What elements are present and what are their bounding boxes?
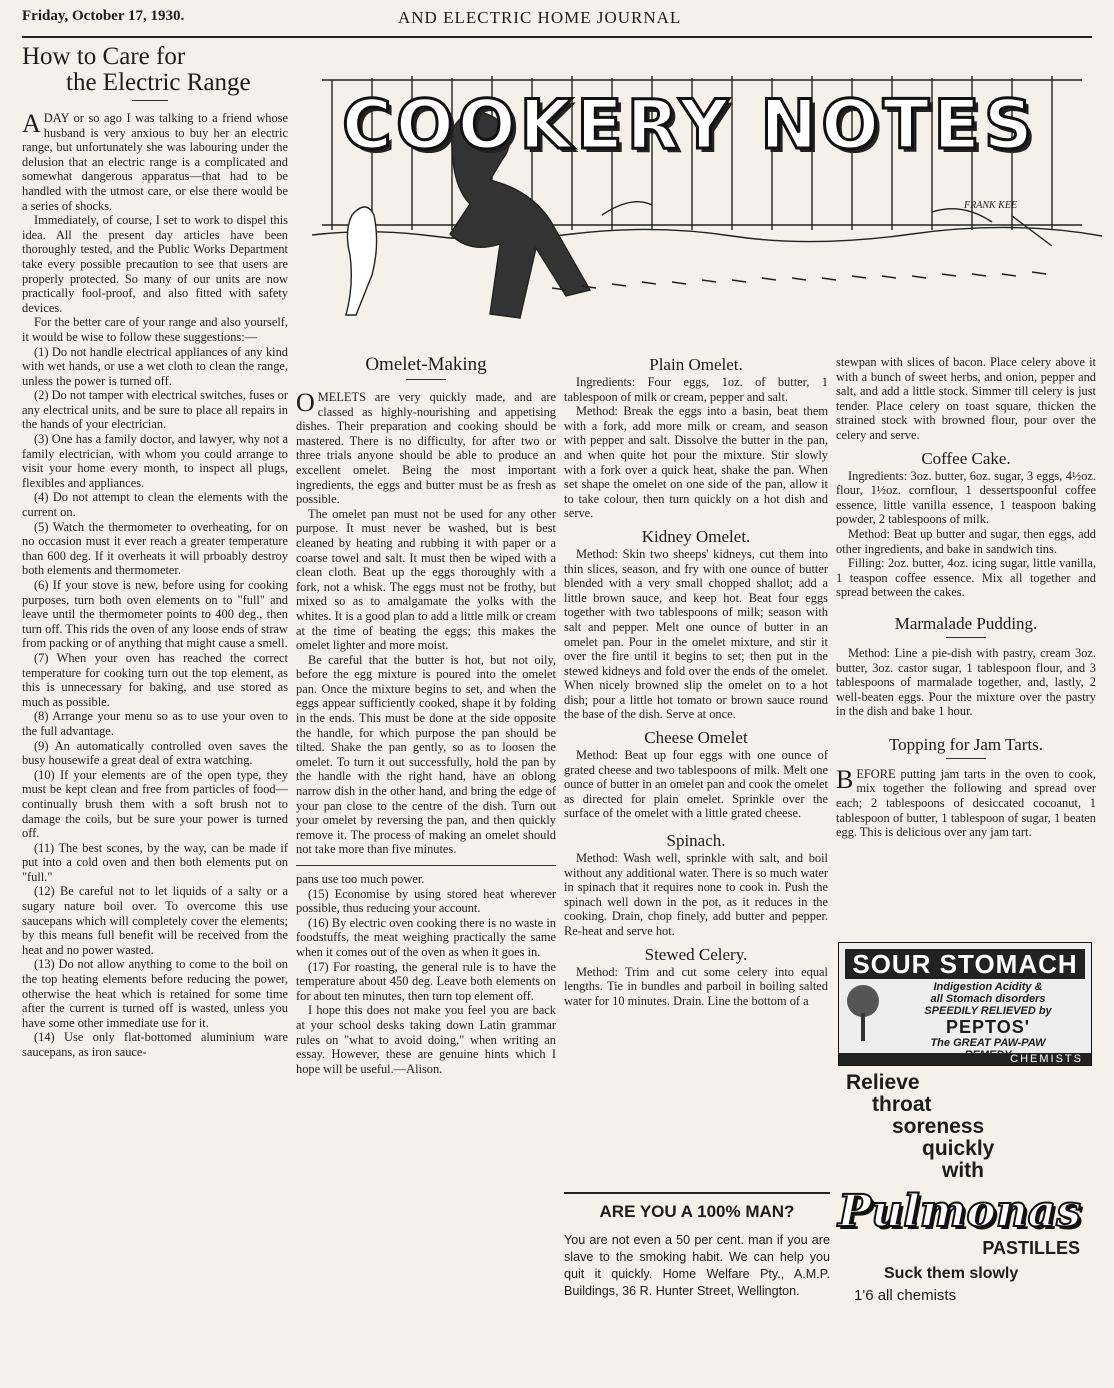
stewed-celery-method: Method: Trim and cut some celery into equal lengths. Tie in bundles and parboil in boiling salted water for 10 minutes. Drain. Line the bottom of a [564, 964, 828, 1008]
coffee-cake-filling: Filling: 2oz. butter, 4oz. icing sugar, little vanilla, 1 teaspon coffee essence. Mix all together and spread between the cakes. [836, 556, 1096, 600]
stewed-celery-cont: stewpan with slices of bacon. Place celery above it with a bunch of sweet herbs, and onion, pepper and salt, and add a little stock. Simmer till celery is just tender. Place celery on toast square, thicken the strained stock with browned flour, pour over the celery and serve. [836, 355, 1096, 442]
range-intro [22, 111, 288, 213]
range-intro-text: DAY or so ago I was talking to a friend whose husband is very anxious to buy her an electric range, but unfortunately she was labouring under the delusion that an electric range is a complicated and somewhat dangerous apparatus—that had to be handled with the utmost care, or else there would be a series of shocks. [22, 111, 288, 213]
peptos-tag1: The GREAT PAW-PAW [930, 1037, 1046, 1049]
pulmonas-line5: with [942, 1159, 984, 1182]
peptos-footer: CHEMISTS [839, 1053, 1091, 1065]
sour-stomach-title: SOUR STOMACH [845, 949, 1085, 979]
stewed-celery-title: Stewed Celery. [644, 944, 748, 964]
omelet-intro-text: MELETS are very quickly made, and are classed as highly-nourishing and appetising dishes. Their preparation and cooking should be mastered. There is no difficulty, for after two or three trials anyone should be able to produce an excellent omelet. Being the most important ingredients, the eggs and butter must be as fresh as possible. [296, 390, 556, 507]
artist-signature: FRANK KEE [964, 200, 1018, 211]
pulmonas-sub: PASTILLES [982, 1238, 1080, 1258]
marmalade-pudding-title: Marmalade Pudding. [894, 613, 1038, 633]
peptos-line2: all Stomach disorders [930, 993, 1046, 1005]
range-para-2: Immediately, of course, I set to work to dispel this idea. All the present day articles have been thoroughly tested, and the Public Works Department take every possible precaution to see that users are properly protected. So many of our units are now practically fool-proof, and also fitted with safety devices. [22, 213, 288, 315]
range-tip: (11) The best scones, by the way, can be made if put into a cold oven and then both elements put on "full." [22, 840, 288, 884]
plain-omelet-ingredients: Ingredients: Four eggs, 1oz. of butter, 1 tablespoon of milk or cream, pepper and salt. [564, 375, 828, 404]
paw-paw-tree-icon [845, 983, 881, 1043]
spinach-method: Method: Wash well, sprinkle with salt, and boil without any additional water. There is so much water in spinach that it requires none to cook in. Push the spinach well down in the pot, as it reduces in the cooking. Drain, chop finely, add butter and pepper. Re-heat and serve hot. [564, 851, 828, 938]
pulmonas-line1: Relieve [846, 1071, 920, 1094]
range-tip: (6) If your stove is new, before using for cooking purposes, turn both oven elements on to "full" and leave until the thermometer points to 400 deg., then turn off. This rids the oven of any loose ends of straw from packing or of anything that might cause a smell. [22, 578, 288, 651]
range-tip: (12) Be careful not to let liquids of a salty or a sugary nature boil over. To overcome this use saucepans which will completely cover the elements; by this means full benefit will be received from the heat and no power wasted. [22, 884, 288, 957]
omelet-intro [296, 390, 556, 507]
coffee-cake-method: Method: Beat up butter and sugar, then eggs, add other ingredients, and bake in sandwich tins. [836, 526, 1096, 556]
omelet-drop-letter: O [296, 388, 315, 417]
column-divider [296, 865, 556, 866]
range-cont: I hope this does not make you feel you are back at your school desks taking down Latin grammar rules on "what to avoid doing," when writing an essay. However, these are genuine hints which I hope will be useful.—Alison. [296, 1003, 556, 1076]
omelet-para-3: Be careful that the butter is hot, but not oily, before the egg mixture is poured into the omelet pan. Once the mixture begins to set, and when the eggs appear sufficiently cooked, shape it by folding in the ends. This must be done at the side opposite the handle, for which purpose the pan should be tilted. Shake the pan gently, so as to loosen the omelet. To turn it out successfully, hold the pan by the handle with the right hand, have an oblong narrow dish in the other hand, and bring the edge of your pan close to the centre of the dish. Turn out your omelet by reversing the pan, and then quickly remove it. The process of making an omelet should not take more than five minutes. [296, 652, 556, 857]
journal-name: AND ELECTRIC HOME JOURNAL [398, 8, 682, 27]
jam-tarts-text [836, 764, 1096, 840]
range-tip: (10) If your elements are of the open type, they must be kept clean and free from particles of food—continually brush them with a soft brush not to damage the coils, but be sure your power is turned off. [22, 767, 288, 841]
marmalade-pudding-method: Method: Line a pie-dish with pastry, cream 3oz. butter, 3oz. castor sugar, 1 tablespoon flour, and 3 tablespoons of marmalade together, and, lastly, 2 well-beaten eggs. Pour the mixture over the pastry in the dish and bake 1 hour. [836, 645, 1096, 719]
peptos-ad-body [885, 981, 1091, 1061]
range-cont: (15) Economise by using stored heat wherever possible, thus reducing your account. [296, 886, 556, 916]
range-cont: (17) For roasting, the general rule is to have the temperature about 450 deg. Leave both elements on for about ten minutes, then turn top element off. [296, 959, 556, 1003]
pulmonas-copy [838, 1072, 1092, 1182]
coffee-cake-title: Coffee Cake. [921, 448, 1011, 468]
range-tip: (5) Watch the thermometer to overheating, for on no occasion must it ever reach a greater temperature than 600 deg. If it overheats it will prboably destroy both elements and thermometer. [22, 519, 288, 578]
omelet-title-rule [406, 379, 446, 380]
range-tip: (9) An automatically controlled oven saves the busy housewife a great deal of extra watching. [22, 738, 288, 768]
plain-omelet-method: Method: Break the eggs into a basin, beat them with a fork, add more milk or cream, and season with pepper and salt. Dissolve the butter in the pan, and when quite hot pour the mixture. Stir slowly with a fork over a quick heat, shake the pan. When set shape the omelet on one side of the pan, allow it to take colour, then turn quickly on a hot dish and serve. [564, 404, 828, 521]
pulmonas-line2: throat [872, 1093, 932, 1116]
pulmonas-line4: quickly [922, 1137, 995, 1160]
smoking-habit-ad [564, 1192, 830, 1332]
omelet-title: Omelet-Making [365, 355, 487, 375]
range-article [22, 44, 288, 1334]
range-tip: (14) Use only flat-bottomed aluminium ware saucepans, as iron sauce- [22, 1030, 288, 1059]
range-tip: (7) When your oven has reached the correct temperature for cooking turn out the top element, as this is unnecessary for baking, and use stored as much as possible. [22, 650, 288, 709]
pulmonas-slogan: Suck them slowly [884, 1265, 1019, 1282]
range-tip: (13) Do not allow anything to come to the boil on the top heating elements before reducing the power, otherwise the heat which is retained for some time after the current is turned off is wasted, unless you have some other immediate use for it. [22, 957, 288, 1030]
jam-tarts-body: EFORE putting jam tarts in the oven to cook, mix together the following and spread over each; 2 tablespoons of desiccated cocoanut, 1 tablespoon of butter, 1 tablespoon of sugar, 1 beaten egg. This is delicious over any jam tart. [836, 766, 1096, 840]
range-tip: (8) Arrange your menu so as to use your oven to the full advantage. [22, 709, 288, 738]
range-title-line2: the Electric Range [66, 69, 251, 96]
range-tip: (2) Do not tamper with electrical switches, fuses or any electrical units, and be sure to place all repairs in the hands of your electrician. [22, 388, 288, 432]
issue-date: Friday, October 17, 1930. [22, 8, 185, 24]
kidney-omelet-title: Kidney Omelet. [641, 526, 751, 546]
kidney-omelet-method: Method: Skin two sheeps' kidneys, cut them into thin slices, season, and fry with one ounce of butter blended with a very small chopped shallot; add a little brown sauce, and keep hot. Beat four eggs together with two tablespoons of milk; season with salt and pepper. Melt one ounce of butter in an omelet pan. Pour in the omelet mixture, and stir it over the fire until it begins to set; then put in the stewed kidneys and fold over the ends of the omelet. When nicely browned slip the omelet on to a hot dish; pour a little hot tomato or brown sauce round the base of the dish. Serve at once. [564, 546, 828, 722]
cake-recipes [836, 355, 1096, 935]
marmalade-rule [946, 637, 986, 638]
cheese-omelet-title: Cheese Omelet [644, 728, 748, 748]
peptos-line3: SPEEDILY RELIEVED by [924, 1005, 1052, 1017]
jam-tarts-title: Topping for Jam Tarts. [888, 734, 1044, 754]
jam-tarts-rule [946, 758, 986, 759]
range-cont: (16) By electric oven cooking there is no waste in foodstuffs, the meat weighing practically the same when it comes out of the oven as when it goes in. [296, 915, 556, 959]
header-rule [22, 36, 1092, 38]
range-drop-letter: A [22, 109, 41, 138]
pulmonas-brand: Pulmonas [838, 1186, 1081, 1237]
cheese-omelet-method: Method: Beat up four eggs with one ounce of grated cheese and two tablespoons of milk. Melt one ounce of butter in an omelet pan and cook the omelet as directed for plain omelet. Sprinkle over the surface of the omelet with a little grated cheese. [564, 748, 828, 821]
cookery-notes-banner [312, 40, 1102, 352]
range-tip: (3) One has a family doctor, and lawyer, why not a family electrician, with whom you could arrange to visit your home every month, to inspect all plugs, flexibles and appliances. [22, 432, 288, 490]
coffee-cake-ingredients: Ingredients: 3oz. butter, 6oz. sugar, 3 eggs, 4½oz. flour, 1½oz. cornflour, 1 dessertspoonful coffee essence, little vanilla essence, 1 teaspoon baking powder, 2 tablespoons of milk. [836, 468, 1096, 527]
peptos-ad [838, 942, 1092, 1066]
peptos-line1: Indigestion Acidity & [933, 981, 1043, 993]
range-cont: pans use too much power. [296, 872, 425, 886]
range-title-rule [132, 100, 168, 101]
pulmonas-price: 1'6 all chemists [854, 1287, 957, 1304]
pulmonas-ad [838, 1072, 1092, 1332]
smoking-ad-title: ARE YOU A 100% MAN? [599, 1202, 795, 1221]
cookery-notes-title: COOKERY NOTES [342, 86, 1037, 165]
range-tip: (4) Do not attempt to clean the elements with the current on. [22, 490, 288, 520]
jam-drop-letter: B [836, 764, 854, 794]
range-tip: (1) Do not handle electrical appliances of any kind with wet hands, or use a wet cloth to clean the range, unless the power is turned off. [22, 344, 288, 388]
range-title-line1: How to Care for [22, 44, 186, 70]
range-para-3: For the better care of your range and also yourself, it would be wise to follow these suggestions:— [22, 315, 288, 344]
omelet-recipes [564, 355, 828, 1185]
page-header [22, 8, 1092, 38]
spinach-title: Spinach. [666, 831, 726, 851]
pulmonas-line3: soreness [892, 1115, 985, 1138]
smoking-ad-text: You are not even a 50 per cent. man if you are slave to the smoking habit. We can help you quit it quickly. Home Welfare Pty., A.M.P. Buildings, 36 R. Hunter Street, Wellington. [564, 1233, 830, 1298]
omelet-article [296, 355, 556, 1335]
plain-omelet-title: Plain Omelet. [649, 355, 743, 374]
omelet-para-2: The omelet pan must not be used for any other purpose. It must never be washed, but is best cleaned by heating and rubbing it with paper or a coarse towel and salt. It must then be wiped with a clean cloth. Beat up the eggs thoroughly with a fork, not a whisk. The eggs must not be frothy, but mixed so as to amalgamate the yolks with the whites. It is a good plan to add a little milk or cream at the time of beating the eggs; this makes the omelet lighter and more moist. [296, 506, 556, 653]
peptos-brand: PEPTOS' [946, 1017, 1030, 1037]
